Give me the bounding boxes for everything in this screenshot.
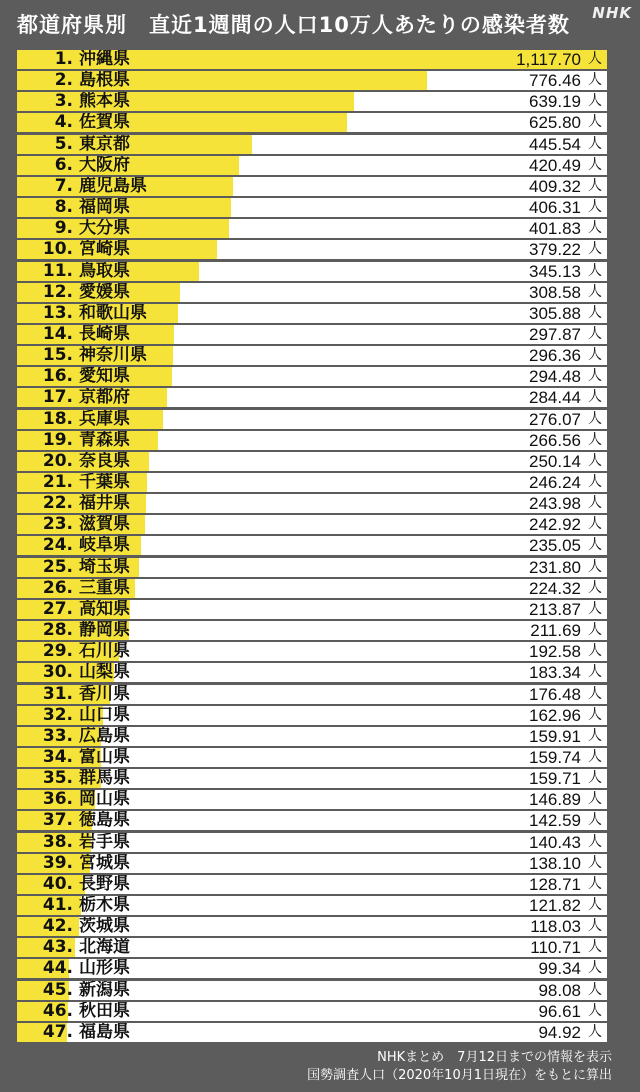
rank-label: 40. [42, 874, 73, 894]
value-label: 242.92 [529, 515, 581, 535]
value-label: 159.74 [529, 747, 581, 767]
bar-row [17, 494, 607, 513]
rank-label: 41. [42, 896, 73, 915]
unit-label: 人 [588, 452, 602, 469]
unit-label: 人 [588, 325, 602, 342]
value-label: 94.92 [538, 1022, 581, 1042]
unit-label: 人 [588, 558, 602, 575]
value-label: 118.03 [530, 917, 581, 937]
rank-label: 26. [42, 578, 73, 598]
bar-row [17, 938, 607, 957]
value-label: 294.48 [529, 367, 581, 387]
rank-label: 43. [42, 938, 73, 958]
value-label: 231.80 [529, 557, 581, 577]
chart-title [17, 9, 570, 39]
value-label: 250.14 [529, 451, 581, 471]
category-label: 石川県 [79, 642, 130, 662]
value-label: 211.69 [530, 621, 581, 641]
rank-label: 1. [54, 50, 73, 69]
bar-row [17, 536, 607, 555]
unit-label: 人 [588, 685, 602, 702]
rank-label: 33. [42, 726, 73, 746]
title-part1: 都道府県別 [17, 13, 127, 37]
category-label: 佐賀県 [79, 113, 130, 133]
value-label: 243.98 [529, 494, 581, 514]
bar-row [17, 833, 607, 852]
value-label: 140.43 [529, 832, 581, 852]
rank-label: 9. [54, 219, 73, 239]
rank-label: 16. [42, 367, 73, 387]
unit-label: 人 [588, 177, 602, 194]
footer-note-source: NHKまとめ 7月12日までの情報を表示 [377, 1050, 612, 1065]
rank-label: 30. [42, 663, 73, 683]
value-label: 276.07 [529, 409, 581, 429]
value-label: 401.83 [529, 219, 581, 239]
value-label: 162.96 [529, 705, 581, 725]
unit-label: 人 [588, 791, 602, 808]
bar-row [17, 473, 607, 492]
unit-label: 人 [588, 981, 602, 998]
unit-label: 人 [588, 389, 602, 406]
rank-label: 19. [42, 430, 73, 450]
category-label: 徳島県 [79, 811, 130, 831]
unit-label: 人 [588, 960, 602, 977]
bar-row [17, 959, 607, 978]
bar-row [17, 71, 607, 90]
value-label: 128.71 [529, 874, 581, 894]
bar-row [17, 558, 607, 577]
category-label: 広島県 [79, 726, 130, 746]
category-label: 高知県 [79, 599, 130, 619]
value-label: 159.91 [529, 726, 581, 746]
rank-label: 39. [42, 853, 73, 873]
bar-row [17, 621, 607, 640]
category-label: 山形県 [79, 959, 130, 979]
rank-label: 7. [54, 176, 73, 196]
value-label: 1,117.70 [516, 50, 581, 69]
category-label: 山梨県 [79, 663, 130, 683]
category-label: 宮崎県 [79, 240, 130, 260]
category-label: 東京都 [79, 134, 130, 154]
value-label: 284.44 [529, 388, 581, 408]
rank-label: 25. [42, 557, 73, 577]
category-label: 岩手県 [79, 832, 130, 852]
category-label: 長野県 [79, 874, 130, 894]
bar-row [17, 579, 607, 598]
category-label: 滋賀県 [79, 515, 130, 535]
bar-row [17, 431, 607, 450]
rank-label: 34. [42, 747, 73, 767]
unit-label: 人 [588, 304, 602, 321]
unit-label: 人 [588, 727, 602, 744]
rank-label: 27. [42, 599, 73, 619]
value-label: 639.19 [529, 92, 581, 112]
value-label: 96.61 [538, 1001, 581, 1021]
rank-label: 45. [42, 980, 73, 1000]
unit-label: 人 [588, 664, 602, 681]
rank-label: 4. [54, 113, 73, 133]
bar-row [17, 50, 607, 69]
bar-row [17, 92, 607, 111]
value-label: 345.13 [529, 261, 581, 281]
bar-row [17, 917, 607, 936]
rank-label: 28. [42, 621, 73, 641]
unit-label: 人 [588, 220, 602, 237]
category-label: 沖縄県 [79, 50, 130, 69]
rank-label: 44. [42, 959, 73, 979]
value-label: 409.32 [529, 176, 581, 196]
unit-label: 人 [588, 897, 602, 913]
unit-label: 人 [588, 748, 602, 765]
category-label: 富山県 [79, 747, 130, 767]
category-label: 熊本県 [79, 92, 130, 112]
bar-row [17, 135, 607, 154]
unit-label: 人 [588, 114, 602, 131]
rank-label: 18. [42, 409, 73, 429]
rank-label: 14. [42, 324, 73, 344]
unit-label: 人 [588, 833, 602, 850]
unit-label: 人 [588, 770, 602, 787]
rank-label: 35. [42, 769, 73, 789]
unit-label: 人 [588, 495, 602, 512]
rank-label: 37. [42, 811, 73, 831]
bar-row [17, 981, 607, 1000]
unit-label: 人 [588, 156, 602, 173]
unit-label: 人 [588, 643, 602, 660]
value-label: 420.49 [529, 155, 581, 175]
bar-row [17, 642, 607, 661]
category-label: 千葉県 [79, 473, 130, 492]
value-label: 305.88 [529, 303, 581, 323]
category-label: 神奈川県 [79, 346, 147, 366]
category-label: 鹿児島県 [79, 176, 147, 196]
unit-label: 人 [588, 51, 602, 67]
category-label: 青森県 [79, 430, 130, 450]
unit-label: 人 [588, 93, 602, 110]
bar-row [17, 1002, 607, 1021]
unit-label: 人 [588, 368, 602, 385]
value-label: 192.58 [529, 642, 581, 662]
unit-label: 人 [588, 135, 602, 152]
value-label: 235.05 [529, 536, 581, 556]
unit-label: 人 [588, 516, 602, 533]
value-label: 625.80 [529, 113, 581, 133]
unit-label: 人 [588, 262, 602, 279]
bar-row [17, 283, 607, 302]
unit-label: 人 [588, 854, 602, 871]
rank-label: 24. [42, 536, 73, 556]
category-label: 群馬県 [79, 769, 130, 789]
rank-label: 47. [42, 1022, 73, 1042]
bar-row [17, 706, 607, 725]
rank-label: 36. [42, 790, 73, 810]
category-label: 三重県 [79, 578, 130, 598]
rank-label: 10. [42, 240, 73, 260]
value-label: 406.31 [529, 198, 581, 218]
category-label: 愛媛県 [79, 282, 130, 302]
value-label: 99.34 [538, 959, 581, 979]
rank-label: 21. [42, 473, 73, 492]
value-label: 266.56 [529, 430, 581, 450]
value-label: 296.36 [529, 346, 581, 366]
bar-row [17, 304, 607, 323]
rank-label: 23. [42, 515, 73, 535]
unit-label: 人 [588, 410, 602, 427]
category-label: 鳥取県 [79, 261, 130, 281]
bar-row [17, 325, 607, 344]
bar-row [17, 240, 607, 259]
unit-label: 人 [588, 199, 602, 216]
bar-row [17, 367, 607, 386]
bar-row [17, 515, 607, 534]
value-label: 142.59 [529, 811, 581, 831]
bar-row [17, 113, 607, 132]
category-label: 山口県 [79, 705, 130, 725]
value-label: 110.71 [530, 938, 581, 958]
bar-row [17, 854, 607, 873]
unit-label: 人 [588, 600, 602, 617]
rank-label: 6. [54, 155, 73, 175]
value-label: 176.48 [529, 684, 581, 704]
value-label: 379.22 [529, 240, 581, 260]
category-label: 静岡県 [79, 621, 130, 641]
unit-label: 人 [588, 72, 602, 89]
category-label: 大阪府 [79, 155, 130, 175]
bar-row [17, 410, 607, 429]
bar-row [17, 452, 607, 471]
category-label: 兵庫県 [79, 409, 130, 429]
unit-label: 人 [588, 812, 602, 829]
rank-label: 17. [42, 388, 73, 408]
bar-row [17, 727, 607, 746]
nhk-watermark-logo: NHK [592, 4, 632, 22]
value-label: 159.71 [529, 769, 581, 789]
category-label: 岡山県 [79, 790, 130, 810]
bar-row [17, 790, 607, 809]
rank-label: 29. [42, 642, 73, 662]
rank-label: 5. [54, 134, 73, 154]
value-label: 121.82 [529, 896, 581, 915]
unit-label: 人 [588, 431, 602, 448]
bar-row [17, 811, 607, 830]
bar-row [17, 600, 607, 619]
category-label: 新潟県 [79, 980, 130, 1000]
category-label: 福岡県 [79, 198, 130, 218]
rank-label: 12. [42, 282, 73, 302]
rank-label: 31. [42, 684, 73, 704]
value-label: 776.46 [529, 71, 581, 91]
category-label: 秋田県 [79, 1001, 130, 1021]
rank-label: 15. [42, 346, 73, 366]
bar-row [17, 177, 607, 196]
value-label: 183.34 [529, 663, 581, 683]
category-label: 島根県 [79, 71, 130, 91]
bar-row [17, 748, 607, 767]
bar-row [17, 1023, 607, 1042]
bar-row [17, 388, 607, 407]
category-label: 香川県 [79, 684, 130, 704]
value-label: 138.10 [529, 853, 581, 873]
unit-label: 人 [588, 579, 602, 596]
rank-label: 38. [42, 832, 73, 852]
bar-row [17, 663, 607, 682]
unit-label: 人 [588, 918, 602, 935]
bar-row [17, 262, 607, 281]
rank-label: 22. [42, 494, 73, 514]
category-label: 和歌山県 [79, 303, 147, 323]
unit-label: 人 [588, 1023, 602, 1040]
rank-label: 13. [42, 303, 73, 323]
category-label: 埼玉県 [79, 557, 130, 577]
rank-label: 3. [54, 92, 73, 112]
value-label: 246.24 [529, 473, 581, 492]
title-part2: 直近1週間の人口10万人あたりの感染者数 [149, 13, 570, 37]
unit-label: 人 [588, 1002, 602, 1019]
unit-label: 人 [588, 283, 602, 300]
bar-row [17, 875, 607, 894]
bar-row [17, 769, 607, 788]
value-label: 445.54 [529, 134, 581, 154]
category-label: 北海道 [79, 938, 130, 958]
unit-label: 人 [588, 622, 602, 639]
unit-label: 人 [588, 537, 602, 554]
unit-label: 人 [588, 706, 602, 723]
value-label: 213.87 [529, 599, 581, 619]
bar-row [17, 346, 607, 365]
category-label: 大分県 [79, 219, 130, 239]
unit-label: 人 [588, 241, 602, 258]
bar-row [17, 198, 607, 217]
category-label: 福井県 [79, 494, 130, 514]
bar-row [17, 896, 607, 915]
value-label: 146.89 [529, 790, 581, 810]
category-label: 福島県 [79, 1022, 130, 1042]
category-label: 茨城県 [79, 917, 130, 937]
rank-label: 11. [42, 261, 73, 281]
value-label: 224.32 [529, 578, 581, 598]
category-label: 愛知県 [79, 367, 130, 387]
unit-label: 人 [588, 939, 602, 956]
unit-label: 人 [588, 347, 602, 364]
category-label: 奈良県 [79, 451, 130, 471]
bar-row [17, 685, 607, 704]
value-label: 308.58 [529, 282, 581, 302]
rank-label: 42. [42, 917, 73, 937]
footer-note-method: 国勢調査人口（2020年10月1日現在）をもとに算出 [307, 1068, 612, 1083]
category-label: 岐阜県 [79, 536, 130, 556]
category-label: 長崎県 [79, 324, 130, 344]
rank-label: 46. [42, 1001, 73, 1021]
rank-label: 8. [54, 198, 73, 218]
value-label: 297.87 [529, 324, 581, 344]
category-label: 栃木県 [79, 896, 130, 915]
bar-row [17, 156, 607, 175]
rank-label: 2. [54, 71, 73, 91]
category-label: 宮城県 [79, 853, 130, 873]
unit-label: 人 [588, 474, 602, 490]
bar-row [17, 219, 607, 238]
rank-label: 32. [42, 705, 73, 725]
value-label: 98.08 [538, 980, 581, 1000]
category-label: 京都府 [79, 388, 130, 408]
unit-label: 人 [588, 875, 602, 892]
rank-label: 20. [42, 451, 73, 471]
